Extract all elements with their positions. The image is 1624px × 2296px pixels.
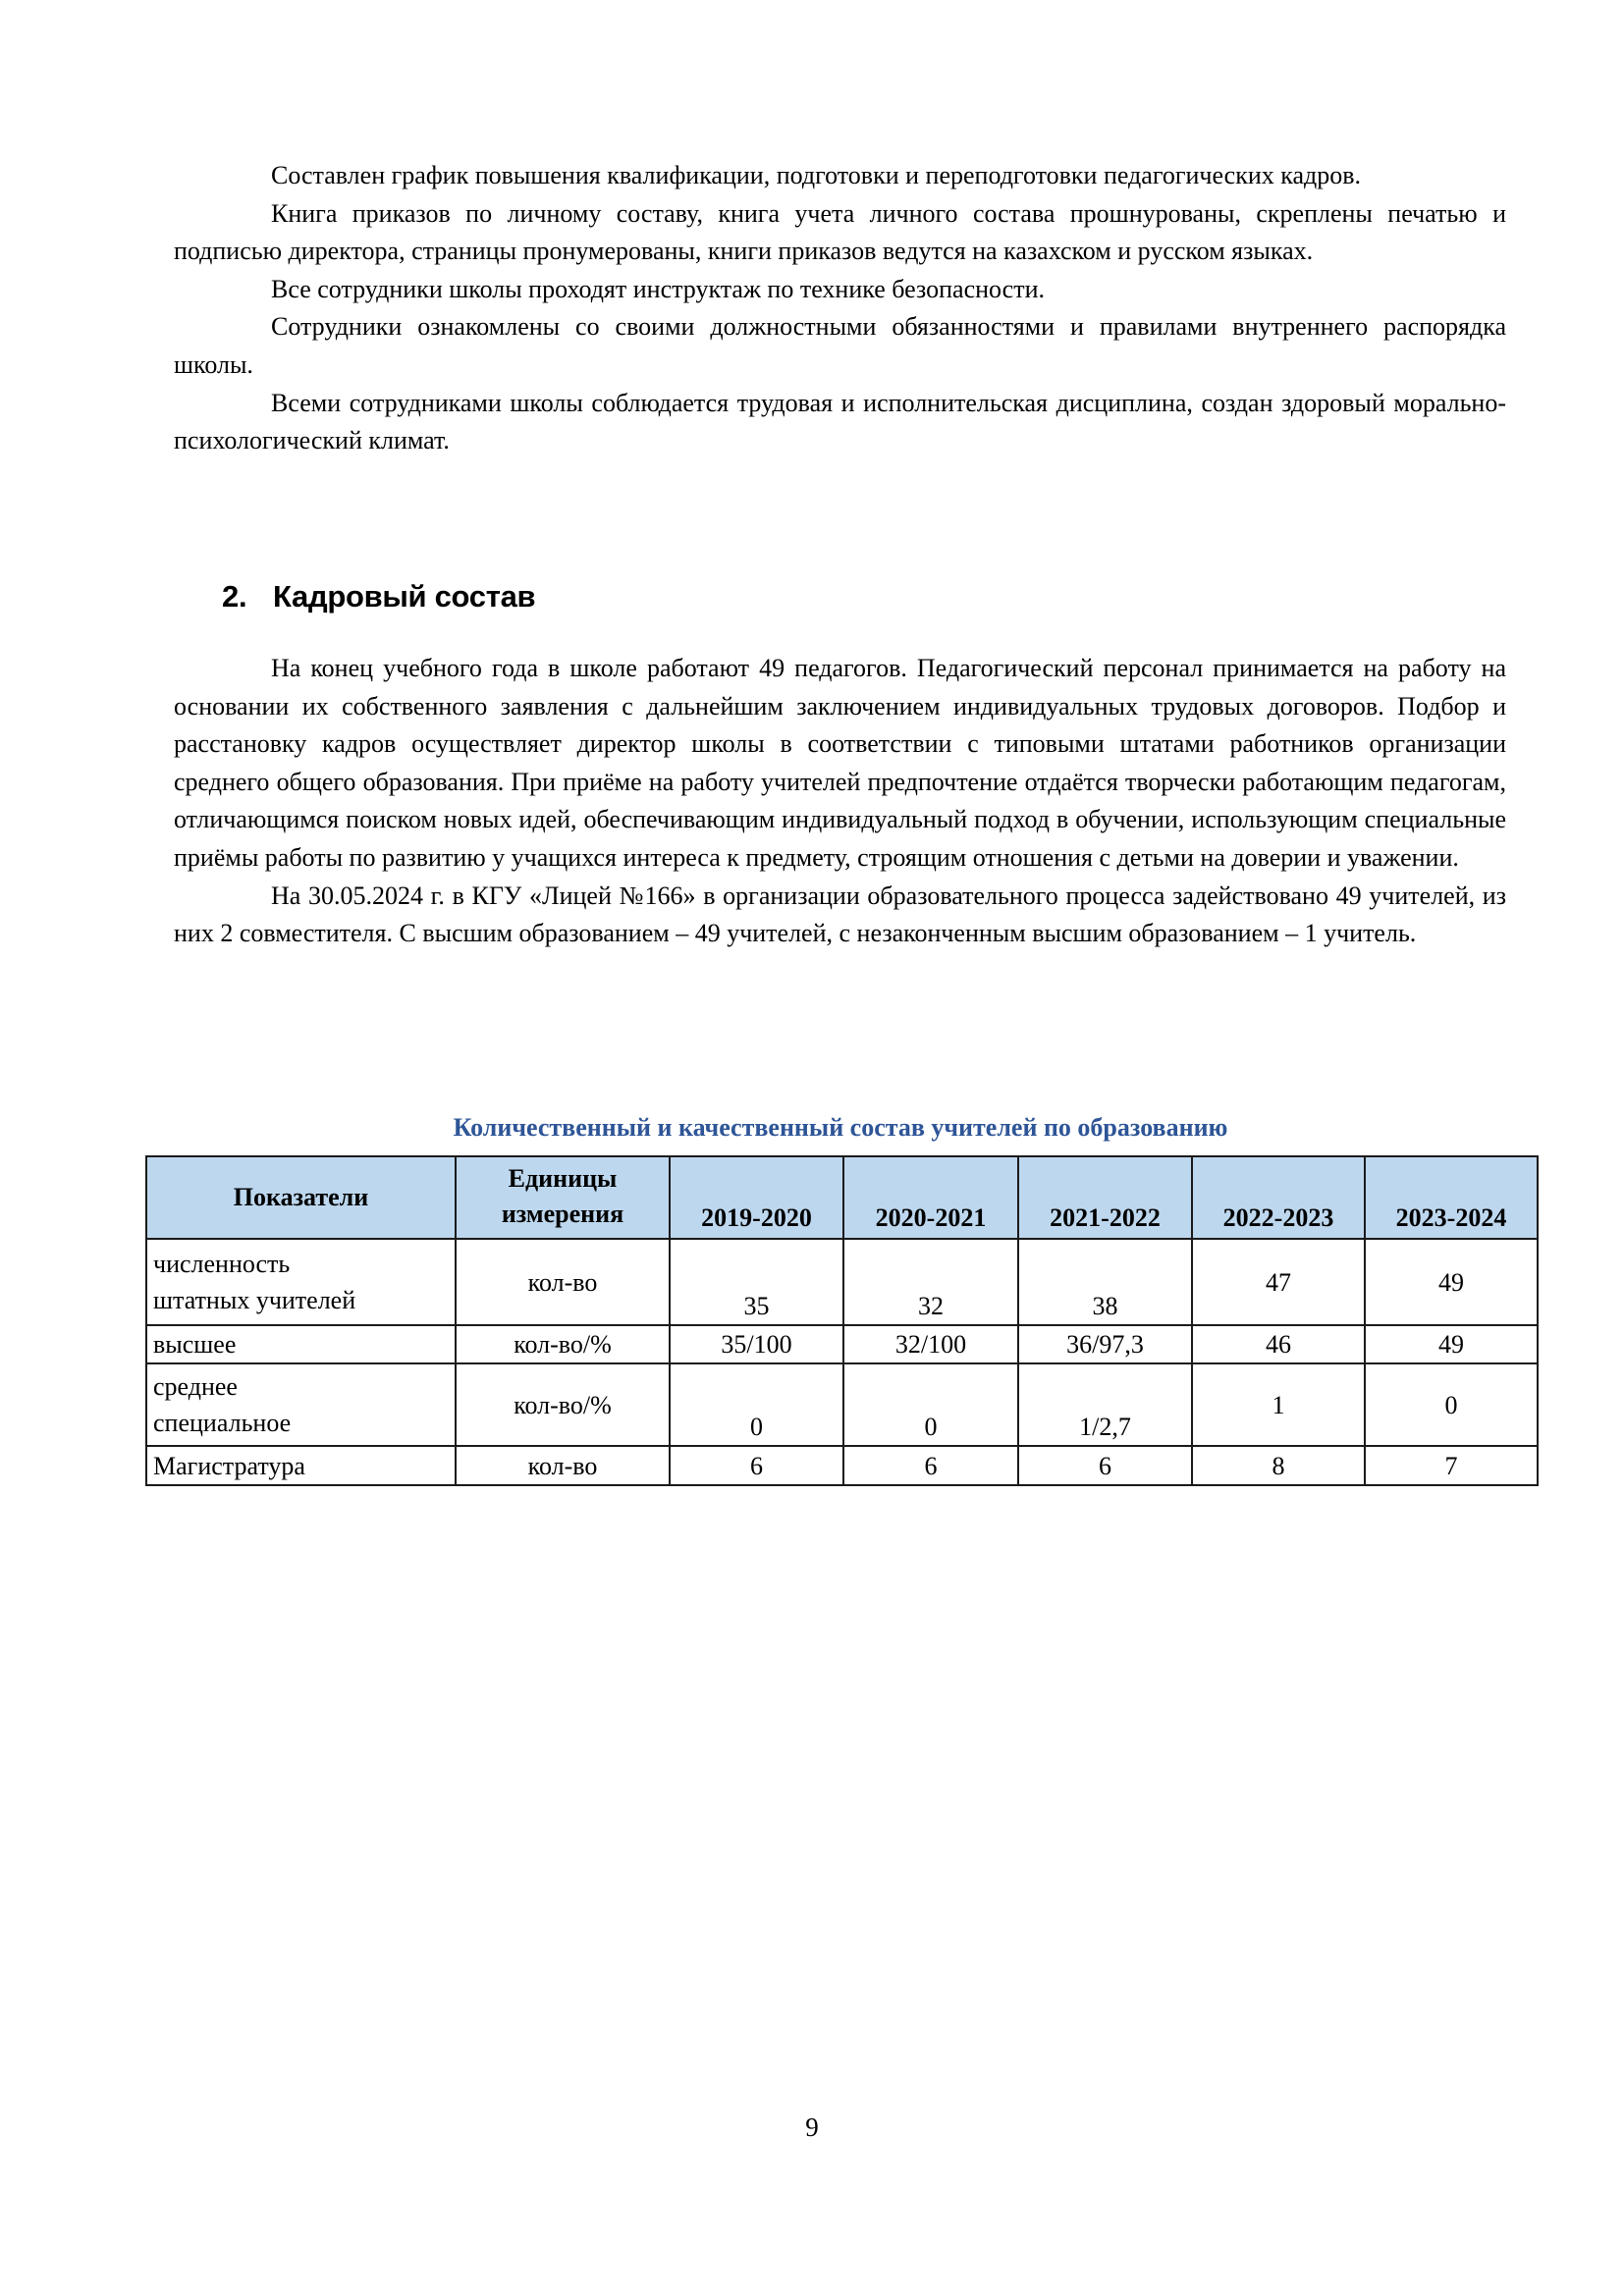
paragraph: На 30.05.2024 г. в КГУ «Лицей №166» в организации образовательного процесса задействовано 49 учителей, из них 2 совместителя. С высшим образованием – 49 учителей, с незаконченным высшим образованием – 1 учитель. xyxy=(174,881,1506,948)
value-cell: 32 xyxy=(843,1239,1018,1325)
unit-header-line1: Единицы xyxy=(508,1164,618,1193)
table-row xyxy=(146,1363,1538,1446)
indicator-line2: штатных учителей xyxy=(153,1286,356,1314)
column-header-indicator: Показатели xyxy=(146,1156,456,1239)
table-row xyxy=(146,1239,1538,1325)
value-cell: 46 xyxy=(1192,1325,1365,1363)
value-cell: 49 xyxy=(1365,1239,1538,1325)
value-cell: 6 xyxy=(843,1446,1018,1485)
table-row xyxy=(146,1325,1538,1363)
teachers-education-table xyxy=(145,1155,1539,1486)
value-cell: 0 xyxy=(1365,1363,1538,1446)
value-cell: 32/100 xyxy=(843,1325,1018,1363)
indicator-line1: численность xyxy=(153,1250,291,1278)
value-cell: 6 xyxy=(1018,1446,1192,1485)
paragraph: На конец учебного года в школе работают 49 педагогов. Педагогический персонал принимается на работу на основании их собственного заявления с дальнейшим заключением индивидуальных трудовых договоров. Подбор и расстановку кадров осуществляет директор школы в соответствии с типовыми штатами работников организации среднего общего образования. При приёме на работу учителей предпочтение отдаётся творчески работающим педагогам, отличающимся поиском новых идей, обеспечивающим индивидуальный подход в обучении, использующим специальные приёмы работы по развитию у учащихся интереса к предмету, строящим отношения с детьми на доверии и уважении. xyxy=(174,654,1506,872)
indicator-cell: Магистратура xyxy=(146,1446,456,1485)
section-heading xyxy=(222,579,535,614)
paragraph: Книга приказов по личному составу, книга учета личного состава прошнурованы, скреплены печатью и подписью директора, страницы пронумерованы, книги приказов ведутся на казахском и русском языках. xyxy=(174,198,1506,266)
section-number: 2. xyxy=(222,579,247,614)
value-cell: 35 xyxy=(670,1239,843,1325)
indicator-cell: высшее xyxy=(146,1325,456,1363)
column-header-year: 2022-2023 xyxy=(1192,1156,1365,1239)
value-cell: 1 xyxy=(1192,1363,1365,1446)
page-number: 9 xyxy=(805,2112,819,2142)
indicator-cell xyxy=(146,1363,456,1446)
unit-cell: кол-во/% xyxy=(456,1363,670,1446)
value-cell: 0 xyxy=(843,1363,1018,1446)
table-title: Количественный и качественный состав учителей по образованию xyxy=(453,1113,1228,1142)
unit-cell: кол-во/% xyxy=(456,1325,670,1363)
column-header-year: 2020-2021 xyxy=(843,1156,1018,1239)
column-header-year: 2021-2022 xyxy=(1018,1156,1192,1239)
value-cell: 35/100 xyxy=(670,1325,843,1363)
value-cell: 1/2,7 xyxy=(1018,1363,1192,1446)
column-header-unit xyxy=(456,1156,670,1239)
value-cell: 7 xyxy=(1365,1446,1538,1485)
unit-header-line2: измерения xyxy=(501,1200,624,1228)
unit-cell: кол-во xyxy=(456,1446,670,1485)
value-cell: 0 xyxy=(670,1363,843,1446)
value-cell: 6 xyxy=(670,1446,843,1485)
indicator-cell xyxy=(146,1239,456,1325)
column-header-year: 2019-2020 xyxy=(670,1156,843,1239)
indicator-line1: среднее xyxy=(153,1372,238,1401)
staff-text-block xyxy=(174,650,1506,953)
column-header-year: 2023-2024 xyxy=(1365,1156,1538,1239)
table-header-row xyxy=(146,1156,1538,1239)
section-title: Кадровый состав xyxy=(273,579,536,614)
value-cell: 36/97,3 xyxy=(1018,1325,1192,1363)
value-cell: 8 xyxy=(1192,1446,1365,1485)
value-cell: 38 xyxy=(1018,1239,1192,1325)
paragraph: Сотрудники ознакомлены со своими должностными обязанностями и правилами внутреннего распорядка школы. xyxy=(174,312,1506,379)
intro-text-block xyxy=(174,157,1506,460)
table-row xyxy=(146,1446,1538,1485)
paragraph: Все сотрудники школы проходят инструктаж по технике безопасности. xyxy=(271,274,1045,303)
paragraph: Всеми сотрудниками школы соблюдается трудовая и исполнительская дисциплина, создан здоровый морально-психологический климат. xyxy=(174,388,1506,455)
indicator-line2: специальное xyxy=(153,1409,292,1437)
value-cell: 47 xyxy=(1192,1239,1365,1325)
paragraph: Составлен график повышения квалификации, подготовки и переподготовки педагогических кадров. xyxy=(271,161,1362,189)
value-cell: 49 xyxy=(1365,1325,1538,1363)
unit-cell: кол-во xyxy=(456,1239,670,1325)
